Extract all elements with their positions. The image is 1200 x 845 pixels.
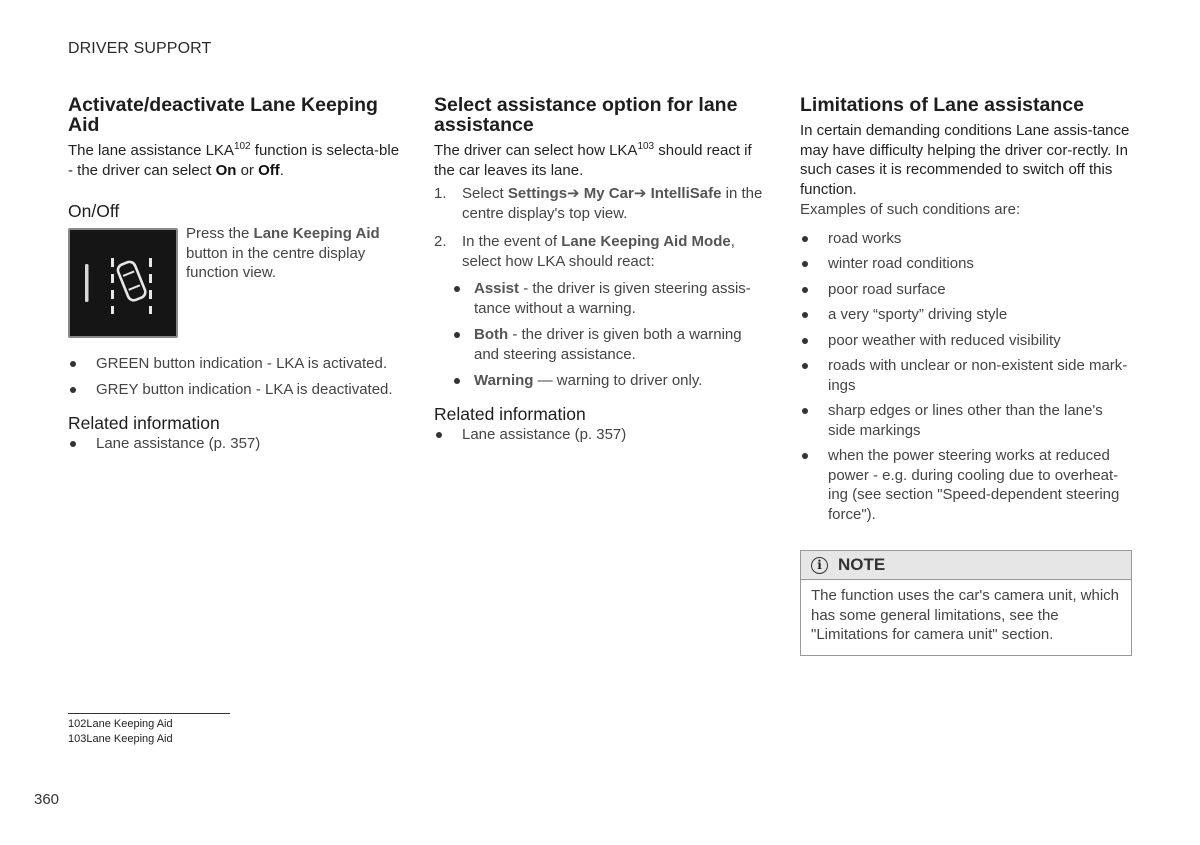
ui-my-car: My Car (583, 185, 634, 202)
related-list (68, 434, 400, 454)
mode-options-list (434, 279, 768, 391)
footnote-102: 102Lane Keeping Aid (68, 718, 173, 730)
col2-intro: The driver can select how LKA$^{103}$ should react if the car leaves its lane. (434, 141, 752, 179)
related-link-lane-assistance[interactable]: Lane assistance (p. 357) (434, 425, 768, 445)
heading-limitations: Limitations of Lane assistance (800, 94, 1084, 116)
on-off-description: Press the Lane Keeping Aid button in the centre display function view. (186, 225, 380, 281)
on-off-row (68, 225, 400, 338)
list-item: poor road surface (800, 280, 1132, 300)
section-header: DRIVER SUPPORT (68, 40, 212, 57)
list-item: sharp edges or lines other than the lane's side markings (800, 401, 1132, 440)
page-number: 360 (34, 791, 60, 808)
option-warning: Warning — warning to driver only. (454, 371, 768, 391)
ui-lane-keeping-aid: Lane Keeping Aid (253, 225, 380, 242)
note-box (800, 550, 1132, 656)
footnote-ref-102: 102 (233, 141, 251, 152)
ui-intellisafe: IntelliSafe (650, 185, 722, 202)
note-body: The function uses the car's camera unit, which has some general limitations, see the "Limitations for camera unit" section. (811, 587, 1120, 643)
list-item: GREEN button indication - LKA is activated. (68, 354, 400, 374)
list-item: poor weather with reduced visibility (800, 331, 1132, 351)
col1-intro: The lane assistance LKA$^{102}$ function is selecta-ble - the driver can select On or Off. (68, 141, 400, 179)
ui-settings: Settings (507, 185, 568, 202)
option-assist: Assist - the driver is given steering assis-tance without a warning. (454, 279, 768, 318)
arrow-right-icon: ➔ (633, 185, 647, 202)
related-list (434, 425, 768, 445)
step-2: 2. In the event of Lane Keeping Aid Mode, select how LKA should react: Assist - the driver is given steering assis-tance without a warning. Both - the driver is given both a warning and steering assistance. Warning — warning to driver only. (434, 232, 768, 391)
ui-lane-keeping-aid-mode: Lane Keeping Aid Mode (561, 233, 731, 250)
related-link-lane-assistance[interactable]: Lane assistance (p. 357) (68, 434, 400, 454)
footnotes (68, 717, 173, 747)
info-icon: i (811, 557, 828, 574)
option-both: Both - the driver is given both a warning and steering assistance. (454, 325, 768, 364)
lane-keeping-aid-button-icon (68, 228, 178, 338)
col3-intro: In certain demanding conditions Lane assis-tance may have difficulty helping the driver cor-rectly. In such cases it is recommended to switch off this function. (800, 122, 1130, 198)
heading-related-information: Related information (68, 413, 220, 433)
column-assistance-option (434, 95, 768, 444)
arrow-right-icon: ➔ (567, 185, 580, 202)
list-item: winter road conditions (800, 254, 1132, 274)
footnote-ref-103: 103 (637, 141, 655, 152)
heading-activate-deactivate: Activate/deactivate Lane Keeping Aid (68, 94, 378, 136)
footnote-103: 103Lane Keeping Aid (68, 733, 173, 745)
conditions-list (800, 229, 1132, 525)
column-limitations (800, 95, 1132, 656)
examples-intro: Examples of such conditions are: (800, 201, 1021, 218)
heading-related-information: Related information (434, 403, 586, 424)
column-lane-keeping-toggle (68, 95, 400, 454)
note-header (801, 551, 1131, 580)
footnote-divider (68, 713, 230, 714)
list-item: road works (800, 229, 1132, 249)
button-indication-list (68, 354, 400, 399)
list-item: a very “sporty” driving style (800, 305, 1132, 325)
list-item: roads with unclear or non-existent side mark-ings (800, 356, 1132, 395)
list-item: GREY button indication - LKA is deactivated. (68, 380, 400, 400)
note-title: NOTE (838, 555, 886, 574)
list-item: when the power steering works at reduced power - e.g. during cooling due to overheat-ing (see section "Speed-dependent steering force"). (800, 446, 1132, 524)
steps-list (434, 184, 768, 391)
step-1: 1. Select Settings➔ My Car➔ IntelliSafe in the centre display's top view. (434, 185, 763, 222)
heading-select-assistance-option: Select assistance option for lane assistance (434, 94, 738, 136)
heading-on-off: On/Off (68, 201, 120, 221)
